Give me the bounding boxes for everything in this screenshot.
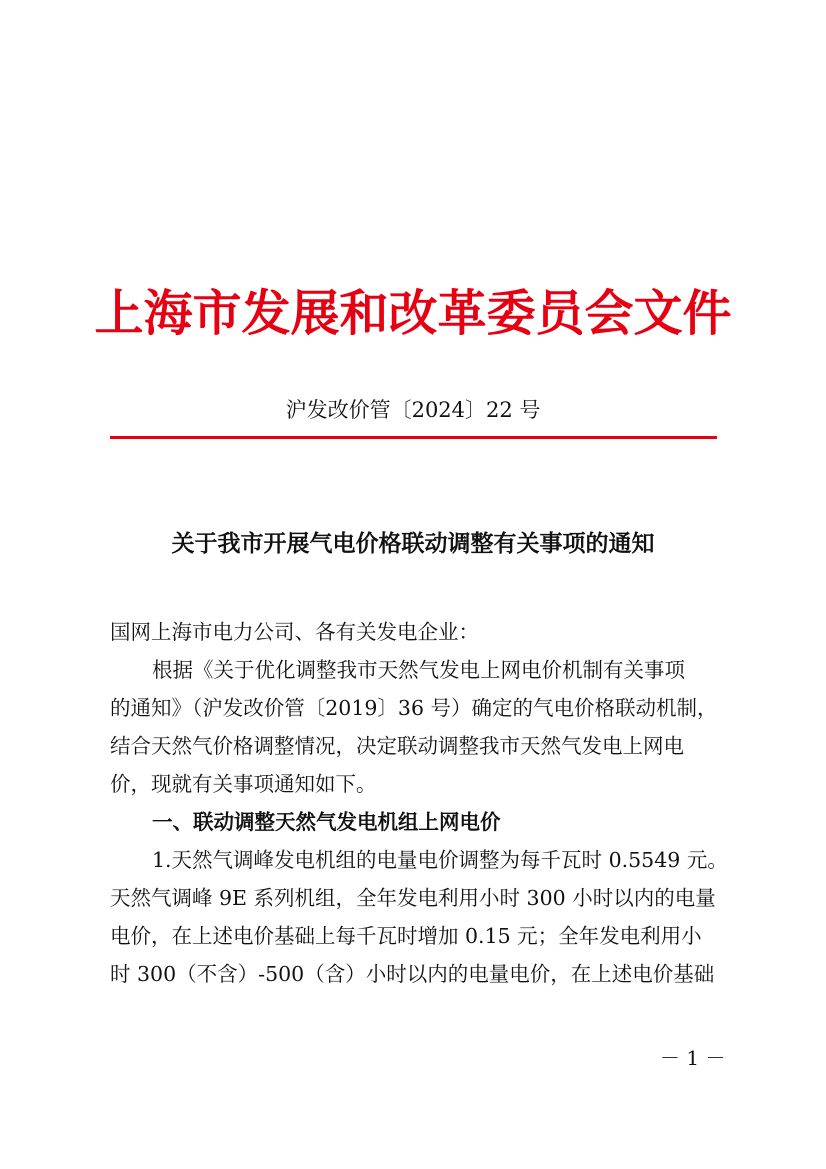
paragraph-2-line-2: 天然气调峰 9E 系列机组，全年发电利用小时 300 小时以内的电量 <box>110 886 716 910</box>
notice-title: 关于我市开展气电价格联动调整有关事项的通知 <box>171 530 655 557</box>
addressee-line: 国网上海市电力公司、各有关发电企业： <box>110 620 479 644</box>
page-number: － 1 － <box>660 1046 726 1070</box>
paragraph-2-line-3: 电价，在上述电价基础上每千瓦时增加 0.15 元；全年发电利用小 <box>110 924 702 948</box>
paragraph-1-line-2: 的通知》（沪发改价管〔2019〕36 号）确定的气电价格联动机制， <box>110 696 718 720</box>
document-number: 沪发改价管〔2024〕22 号 <box>285 398 541 422</box>
notice-body <box>110 613 728 993</box>
paragraph-1-line-4: 价，现就有关事项通知如下。 <box>110 772 377 796</box>
paragraph-1-line-3: 结合天然气价格调整情况，决定联动调整我市天然气发电上网电 <box>110 734 684 758</box>
issuer-heading: 上海市发展和改革委员会文件 <box>94 284 732 342</box>
section-1-heading: 一、联动调整天然气发电机组上网电价 <box>152 810 501 834</box>
paragraph-1-line-1: 根据《关于优化调整我市天然气发电上网电价机制有关事项 <box>152 658 685 682</box>
paragraph-2-line-1: 1.天然气调峰发电机组的电量电价调整为每千瓦时 0.5549 元。 <box>152 848 728 872</box>
red-separator-rule <box>110 436 717 439</box>
paragraph-2-line-4: 时 300（不含）-500（含）小时以内的电量电价，在上述电价基础 <box>110 962 715 986</box>
